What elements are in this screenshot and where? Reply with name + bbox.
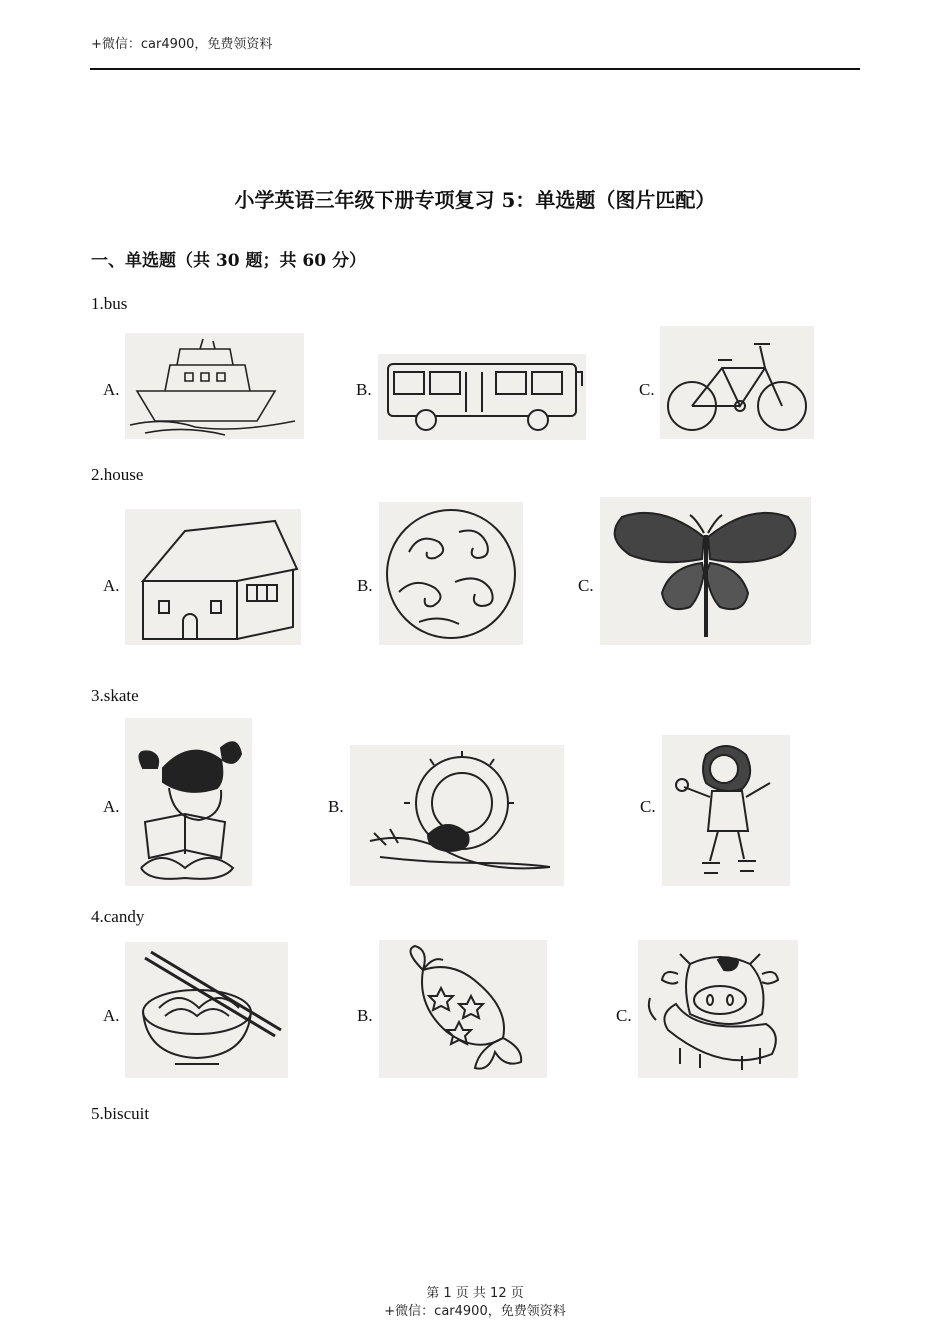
q1-option-c-letter: C. (639, 380, 655, 399)
q1-option-a-letter: A. (103, 380, 120, 399)
q4-option-b-letter: B. (357, 1006, 373, 1025)
question-1-label: 1.bus (91, 294, 128, 313)
q4-option-c-letter: C. (616, 1006, 632, 1025)
page-number: 第 1 页 共 12 页 (426, 1286, 524, 1301)
boy-swimming-icon (350, 745, 564, 886)
q2-option-a-letter: A. (103, 576, 120, 595)
q4-option-a-letter: A. (103, 1006, 120, 1025)
page-header-text: +微信：car4900，免费领资料 (91, 37, 273, 52)
butterfly-icon (600, 497, 811, 645)
question-3-label: 3.skate (91, 686, 139, 705)
house-icon (125, 509, 301, 645)
girl-skating-icon (662, 735, 790, 886)
page-title: 小学英语三年级下册专项复习 5：单选题（图片匹配） (234, 188, 716, 212)
page-footer-text: +微信：car4900，免费领资料 (384, 1304, 566, 1319)
cow-icon (638, 940, 798, 1078)
noodles-bowl-icon (125, 942, 288, 1078)
section-heading: 一、单选题（共 30 题；共 60 分） (91, 251, 366, 271)
bus-icon (378, 354, 586, 440)
header-divider (90, 68, 860, 70)
ship-icon (125, 333, 304, 439)
ball-icon (379, 502, 523, 645)
bicycle-icon (660, 326, 814, 439)
question-4-label: 4.candy (91, 907, 145, 926)
girl-reading-icon (125, 718, 252, 886)
q3-option-c-letter: C. (640, 797, 656, 816)
candy-icon (379, 940, 547, 1078)
q3-option-a-letter: A. (103, 797, 120, 816)
question-2-label: 2.house (91, 465, 144, 484)
question-5-label: 5.biscuit (91, 1104, 150, 1123)
q3-option-b-letter: B. (328, 797, 344, 816)
q2-option-c-letter: C. (578, 576, 594, 595)
q2-option-b-letter: B. (357, 576, 373, 595)
q1-option-b-letter: B. (356, 380, 372, 399)
